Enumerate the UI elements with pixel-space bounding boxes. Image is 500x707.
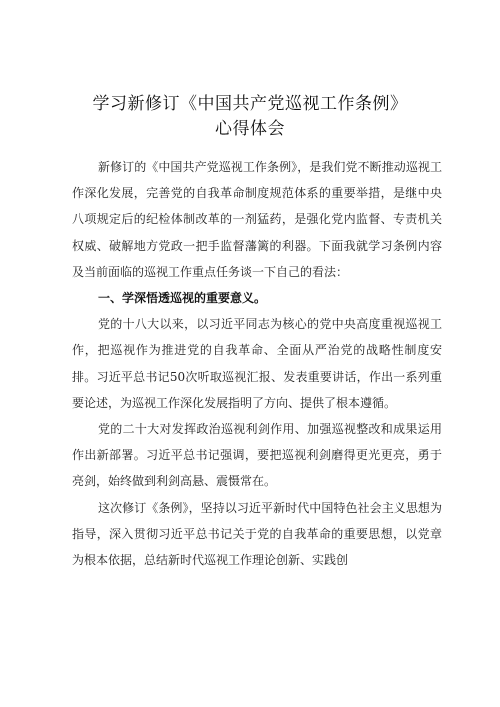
document-title: 学习新修订《中国共产党巡视工作条例》 xyxy=(92,94,408,114)
document-subtitle: 心得体会 xyxy=(215,119,285,139)
paragraph-3: 这次修订《条例》，坚持以习近平新时代中国特色社会主义思想为指导，深入贯彻习近平总书记关于党的自我革命的重要思想，以党章为根本依据，总结新时代巡视工作理论创新、实践创 xyxy=(72,500,442,568)
section-heading-1: 一、学深悟透巡视的重要意义。 xyxy=(98,291,267,306)
document-body xyxy=(72,154,442,573)
paragraph-intro: 新修订的《中国共产党巡视工作条例》，是我们党不断推动巡视工作深化发展，完善党的自我革命制度规范体系的重要举措，是继中央八项规定后的纪检体制改革的一剂猛药，是强化党内监督、专责机关权威、破解地方党政一把手监督藩篱的利器。下面我就学习条例内容及当前面临的巡视工作重点任务谈一下自己的看法： xyxy=(72,160,442,279)
paragraph-2: 党的二十大对发挥政治巡视利剑作用、加强巡视整改和成果运用作出新部署。习近平总书记强调，要把巡视利剑磨得更光更亮，勇于亮剑，始终做到利剑高悬、震慑常在。 xyxy=(72,422,442,489)
paragraph-1: 党的十八大以来，以习近平同志为核心的党中央高度重视巡视工作，把巡视作为推进党的自我革命、全面从严治党的战略性制度安排。习近平总书记50次听取巡视汇报、发表重要讲话，作出一系列重要论述，为巡视工作深化发展指明了方向、提供了根本遵循。 xyxy=(72,317,442,410)
